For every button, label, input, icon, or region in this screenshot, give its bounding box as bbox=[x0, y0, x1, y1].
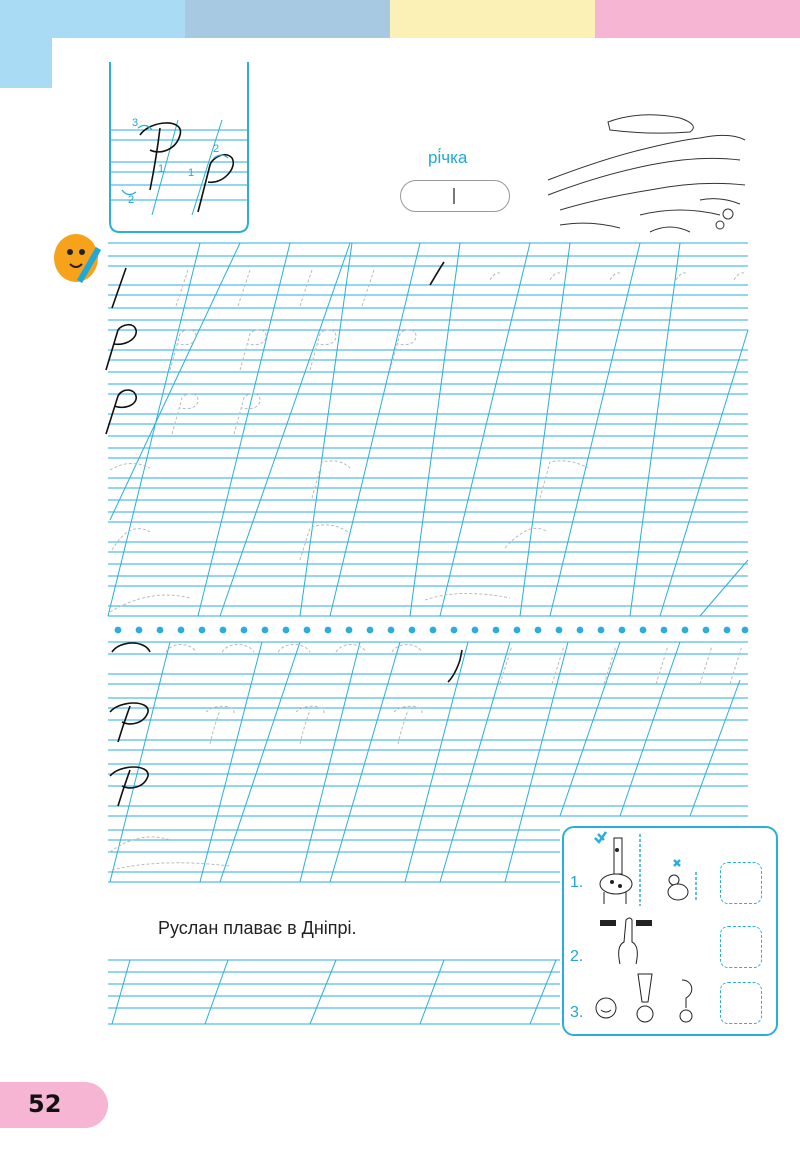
word-answer-box[interactable] bbox=[400, 180, 510, 212]
task-number-1: 1. bbox=[570, 874, 584, 891]
answer-box-1[interactable] bbox=[720, 862, 762, 904]
mouse-icon bbox=[656, 858, 706, 908]
river-illustration bbox=[548, 115, 745, 232]
word-label: рі́чка bbox=[428, 148, 468, 167]
svg-text:1: 1 bbox=[188, 167, 195, 179]
mascot-pencil-icon bbox=[50, 230, 110, 292]
svg-text:2: 2 bbox=[128, 194, 135, 206]
finger-hush-icon bbox=[598, 916, 662, 966]
divider-tick bbox=[453, 188, 455, 204]
task-number-3: 3. bbox=[570, 1004, 584, 1021]
self-check-panel bbox=[562, 826, 778, 1036]
svg-text:2: 2 bbox=[213, 143, 220, 155]
ruled-lines-top bbox=[108, 243, 748, 616]
slant-lines-top bbox=[108, 243, 748, 616]
sentence-text: Руслан плаває в Дніпрі. bbox=[158, 918, 357, 938]
task-number-2: 2. bbox=[570, 948, 584, 965]
cursive-samples bbox=[106, 262, 462, 806]
answer-box-3[interactable] bbox=[720, 982, 762, 1024]
page-number: 52 bbox=[28, 1090, 62, 1118]
svg-text:1: 1 bbox=[158, 163, 165, 175]
smiley-faces-icon bbox=[592, 968, 704, 1028]
letter-sample-box bbox=[110, 62, 248, 232]
answer-box-2[interactable] bbox=[720, 926, 762, 968]
dotted-divider bbox=[115, 627, 749, 634]
giraffe-icon bbox=[590, 830, 646, 910]
svg-text:3: 3 bbox=[132, 117, 139, 129]
